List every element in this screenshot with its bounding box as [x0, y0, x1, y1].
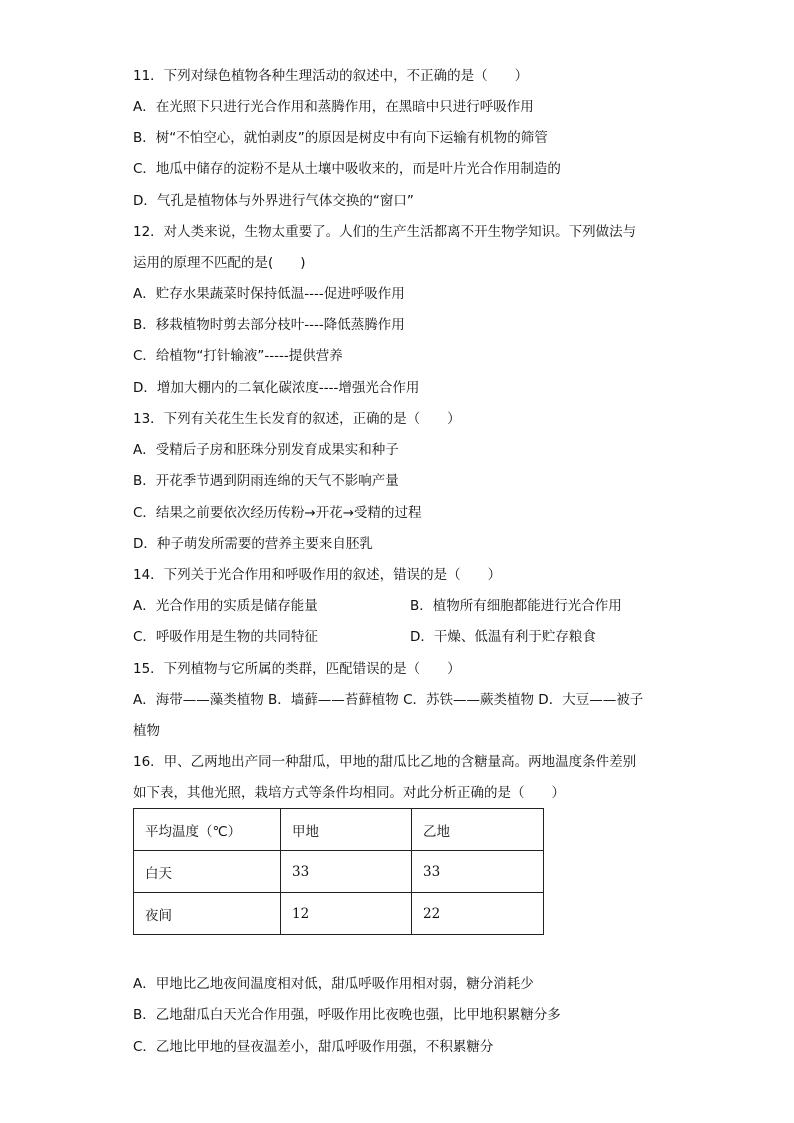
q15-options-line1: A．海带——藻类植物 B．墙藓——苔藓植物 C．苏铁——蕨类植物 D．大豆——被子 — [133, 692, 644, 708]
q14-option-a: A．光合作用的实质是储存能量 — [133, 598, 318, 614]
q13-option-b: B．开花季节遇到阴雨连绵的天气不影响产量 — [133, 473, 399, 489]
temperature-table — [133, 808, 544, 935]
q13-option-c: C．结果之前要依次经历传粉→开花→受精的过程 — [133, 505, 422, 521]
q12-option-b: B．移栽植物时剪去部分枝叶----降低蒸腾作用 — [133, 317, 405, 333]
q15-options-line2: 植物 — [133, 723, 160, 739]
table-cell: 夜间 — [134, 893, 281, 935]
q16-option-a: A．甲地比乙地夜间温度相对低，甜瓜呼吸作用相对弱，糖分消耗少 — [133, 976, 534, 992]
q14-option-d: D．干燥、低温有利于贮存粮食 — [410, 629, 596, 645]
table-cell: 33 — [281, 851, 412, 893]
table-cell: 白天 — [134, 851, 281, 893]
q11-option-a: A．在光照下只进行光合作用和蒸腾作用，在黑暗中只进行呼吸作用 — [133, 99, 534, 115]
q16-option-b: B．乙地甜瓜白天光合作用强，呼吸作用比夜晚也强，比甲地积累糖分多 — [133, 1007, 561, 1023]
q11-option-c: C．地瓜中储存的淀粉不是从土壤中吸收来的，而是叶片光合作用制造的 — [133, 161, 561, 177]
q11-stem: 11．下列对绿色植物各种生理活动的叙述中，不正确的是（ ） — [133, 68, 529, 84]
q14-option-b: B．植物所有细胞都能进行光合作用 — [410, 598, 622, 614]
table-header-cell: 甲地 — [281, 809, 412, 851]
table-header-row — [134, 809, 544, 851]
q12-option-a: A．贮存水果蔬菜时保持低温----促进呼吸作用 — [133, 286, 405, 302]
q16-stem-line2: 如下表，其他光照，栽培方式等条件均相同。对此分析正确的是（ ） — [133, 785, 565, 801]
table-row — [134, 851, 544, 893]
table-cell: 12 — [281, 893, 412, 935]
q12-option-d: D．增加大棚内的二氧化碳浓度----增强光合作用 — [133, 380, 420, 396]
table-header-cell: 乙地 — [412, 809, 544, 851]
q14-stem: 14．下列关于光合作用和呼吸作用的叙述，错误的是（ ） — [133, 567, 502, 583]
q13-option-a: A．受精后子房和胚珠分别发育成果实和种子 — [133, 442, 399, 458]
q12-option-c: C．给植物“打针输液”-----提供营养 — [133, 348, 343, 364]
table-cell: 22 — [412, 893, 544, 935]
q12-stem-line1: 12．对人类来说，生物太重要了。人们的生产生活都离不开生物学知识。下列做法与 — [133, 224, 637, 240]
q13-option-d: D．种子萌发所需要的营养主要来自胚乳 — [133, 536, 373, 552]
q15-stem: 15．下列植物与它所属的类群，匹配错误的是（ ） — [133, 661, 461, 677]
q16-stem-line1: 16．甲、乙两地出产同一种甜瓜，甲地的甜瓜比乙地的含糖量高。两地温度条件差别 — [133, 754, 637, 770]
q16-option-c: C．乙地比甲地的昼夜温差小，甜瓜呼吸作用强，不积累糖分 — [133, 1039, 494, 1055]
q11-option-d: D．气孔是植物体与外界进行气体交换的“窗口” — [133, 193, 414, 209]
table-header-cell: 平均温度（℃） — [134, 809, 281, 851]
q14-option-c: C．呼吸作用是生物的共同特征 — [133, 629, 318, 645]
table-cell: 33 — [412, 851, 544, 893]
q11-option-b: B．树“不怕空心，就怕剥皮”的原因是树皮中有向下运输有机物的筛管 — [133, 130, 548, 146]
q12-stem-line2: 运用的原理不匹配的是( ) — [133, 255, 306, 271]
table-row — [134, 893, 544, 935]
q13-stem: 13．下列有关花生生长发育的叙述，正确的是（ ） — [133, 411, 461, 427]
